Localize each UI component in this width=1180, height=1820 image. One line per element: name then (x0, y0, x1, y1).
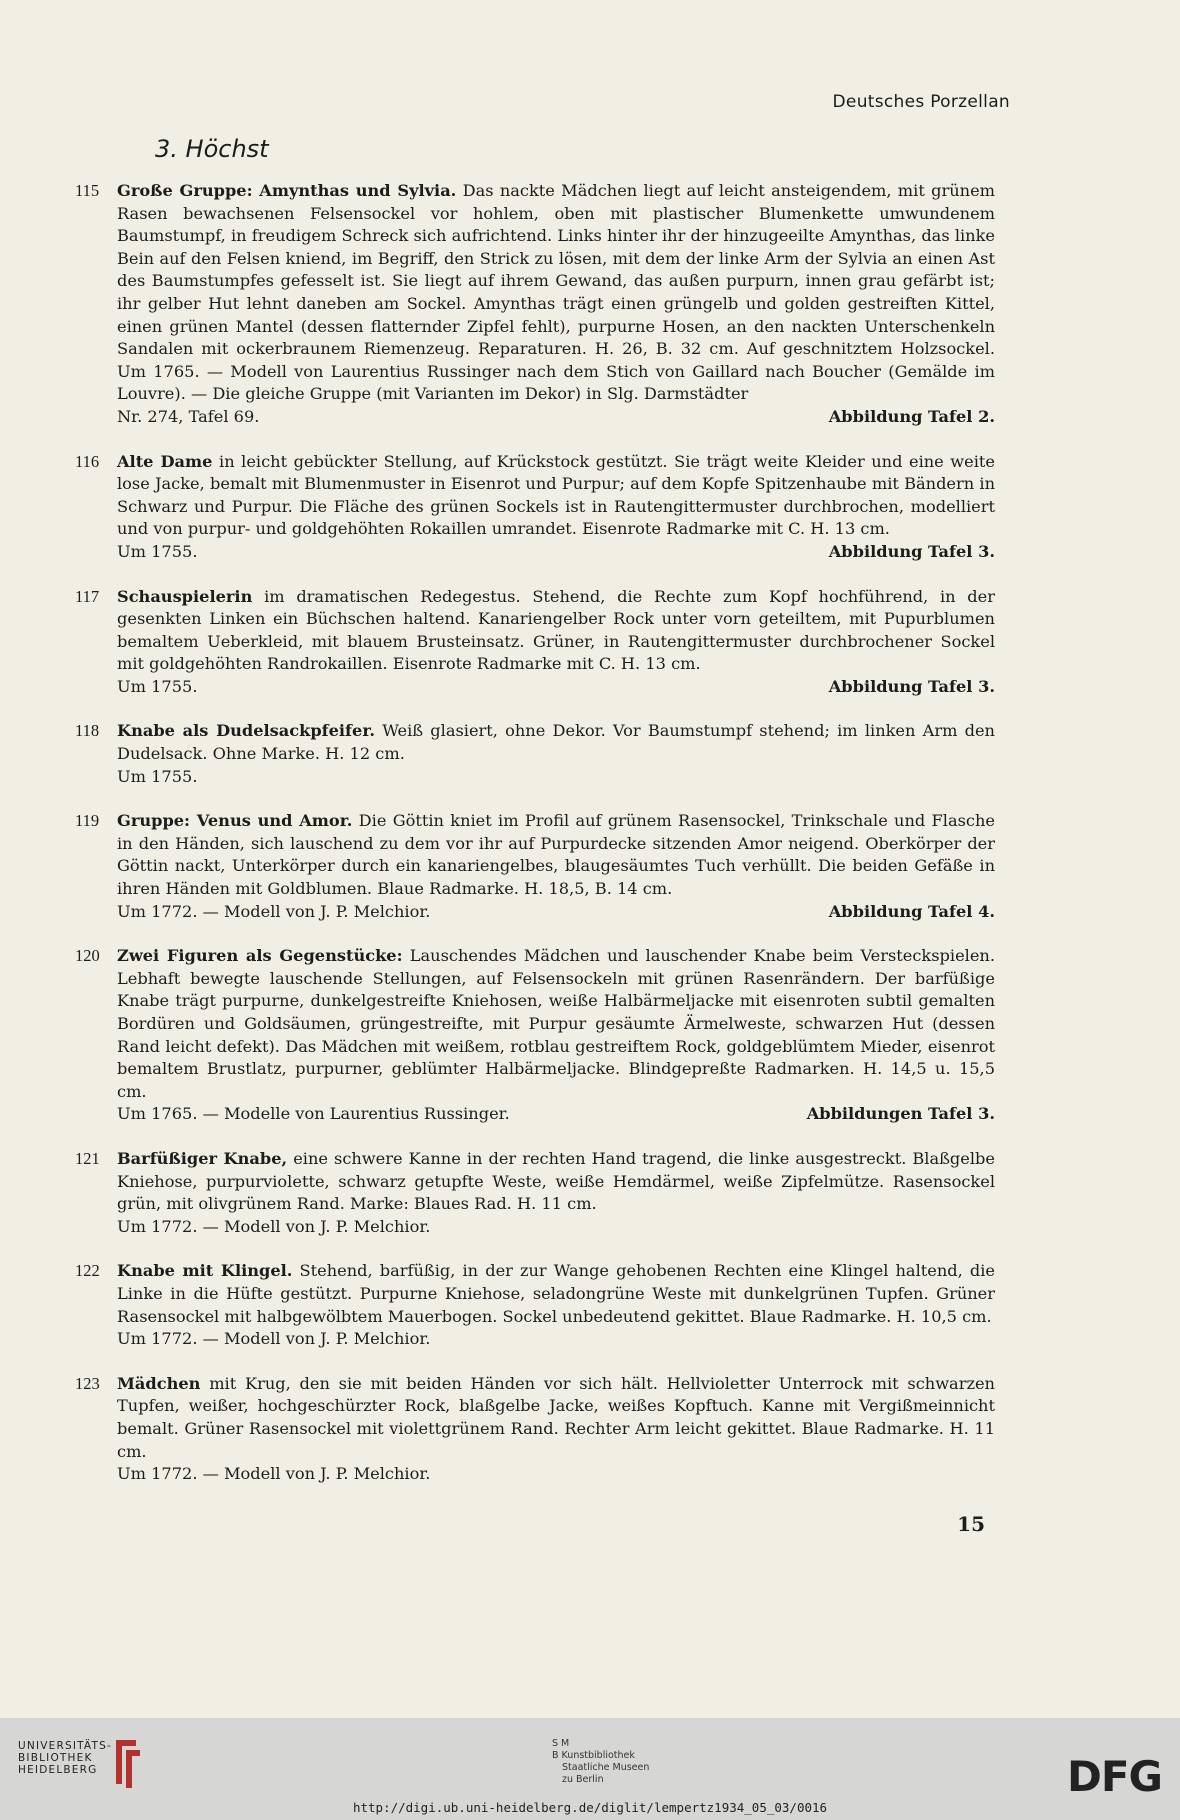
entry-footer (117, 1103, 995, 1126)
entry-date: Um 1772. — Modell von J. P. Melchior. (117, 1216, 431, 1236)
entry-number: 123 (75, 1373, 100, 1393)
entry-date: Um 1755. (117, 766, 198, 786)
entry-title: Knabe mit Klingel. (117, 1261, 293, 1281)
entry-footer (117, 766, 995, 789)
catalog-entry-117 (75, 586, 995, 699)
logo-line: zu Berlin (562, 1774, 604, 1785)
entry-number: 115 (75, 181, 100, 200)
entry-body (117, 586, 995, 699)
entry-title: Barfüßiger Knabe, (117, 1148, 288, 1168)
entry-footer (117, 406, 995, 429)
entry-footer (117, 901, 995, 924)
catalog-entry-122 (75, 1260, 995, 1350)
entry-title: Große Gruppe: Amynthas und Sylvia. (117, 181, 457, 200)
entry-body (117, 1260, 995, 1350)
entry-plate-reference: Abbildungen Tafel 3. (806, 1104, 995, 1124)
catalog-entries (75, 180, 995, 1508)
catalog-entry-119 (75, 810, 995, 923)
entry-footer (117, 1216, 995, 1239)
entry-text: Stehend, barfüßig, in der zur Wange gehobenen Rechten eine Klingel haltend, die Linke in die Hüfte gestützt. Purpurne Kniehose, seladongrüne Weste mit dunkelgrünen Tupfen. Grüner Rasensockel mit halbgewölbtem Mauerbogen. Sockel unbedeutend gekittet. Blaue Radmarke. H. 10,5 cm. (117, 1261, 995, 1326)
entry-plate-reference: Abbildung Tafel 3. (828, 676, 995, 696)
entry-number: 117 (75, 586, 100, 606)
entry-date: Um 1772. — Modell von J. P. Melchior. (117, 901, 431, 921)
entry-date: Um 1765. — Modelle von Laurentius Russinger. (117, 1104, 510, 1124)
catalog-entry-120 (75, 945, 995, 1126)
entry-text: eine schwere Kanne in der rechten Hand tragend, die linke ausgestreckt. Blaßgelbe Kniehose, purpurviolette, schwarz getupfte Weste, weiße Hemdärmel, weiße Zipfelmütze. Rasensockel grün, mit olivgrünem Rand. Marke: Blaues Rad. H. 11 cm. (117, 1148, 995, 1214)
entry-body (117, 720, 995, 788)
entry-number: 118 (75, 721, 100, 741)
running-head: Deutsches Porzellan (832, 92, 1010, 112)
logo-line: UNIVERSITÄTS- (18, 1740, 112, 1752)
entry-title: Mädchen (117, 1373, 201, 1393)
entry-plate-reference: Abbildung Tafel 3. (828, 541, 995, 561)
catalog-entry-115 (75, 180, 995, 429)
entry-date: Um 1755. (117, 541, 198, 561)
entry-text: im dramatischen Redegestus. Stehend, die Rechte zum Kopf hochführend, in der gesenkten Linken ein Büchschen haltend. Kanariengelber Rock unter vorn geteiltem, mit Pupurblumen bemaltem Ueberkleid, mit blauem Brusteinsatz. Grüner, in Rautengittermuster durchbrochener Sockel mit goldgehöhten Randrokaillen. Eisenrote Radmarke mit C. H. 13 cm. (117, 586, 995, 674)
entry-footer (117, 541, 995, 564)
entry-body (117, 1373, 995, 1486)
entry-text: mit Krug, den sie mit beiden Händen vor sich hält. Hellvioletter Unterrock mit schwarzen Tupfen, weißer, hochgeschürzter Rock, blaßgelbe Jacke, weißes Kopftuch. Kanne mit Vergißmeinnicht bemalt. Grüner Rasensockel mit violettgrünem Rand. Rechter Arm leicht gekittet. Blaue Radmarke. H. 11 cm. (117, 1373, 995, 1461)
entry-title: Schauspielerin (117, 586, 253, 606)
page-number: 15 (957, 1512, 985, 1536)
entry-body (117, 1148, 995, 1238)
entry-date: Um 1772. — Modell von J. P. Melchior. (117, 1329, 431, 1349)
logo-line: B Kunstbibliothek (552, 1750, 635, 1761)
catalog-entry-118 (75, 720, 995, 788)
university-library-logo[interactable] (18, 1740, 112, 1776)
logo-line: S M (552, 1738, 570, 1749)
entry-body (117, 180, 995, 429)
entry-footer (117, 676, 995, 699)
entry-number: 122 (75, 1261, 100, 1281)
entry-text: Lauschendes Mädchen und lauschender Knabe beim Versteckspielen. Lebhaft bewegte lauschende Stellungen, auf Felsensockeln mit grünen Rasenrändern. Der barfüßige Knabe trägt purpurne, dunkelgestreifte Kniehosen, weiße Halbärmeljacke mit eisenroten subtil gemalten Bordüren und Goldsäumen, grüngestreifte, mit Purpur gesäumte Ärmelweste, schwarzen Hut (dessen Rand leicht defekt). Das Mädchen mit weißem, rotblau gestreiftem Rock, goldgeblümtem Mieder, eisenrot bemaltem Brustlatz, purpurner, geblümter Halbärmeljacke. Blindgepreßte Radmarken. H. 14,5 u. 15,5 cm. (117, 946, 995, 1101)
entry-title: Gruppe: Venus und Amor. (117, 811, 353, 831)
entry-footer (117, 1463, 995, 1486)
permalink-url[interactable]: http://digi.ub.uni-heidelberg.de/diglit/lempertz1934_05_03/0016 (352, 1800, 828, 1815)
logo-line: Staatliche Museen (562, 1762, 650, 1773)
entry-date: Nr. 274, Tafel 69. (117, 406, 260, 426)
entry-number: 119 (75, 811, 100, 831)
catalog-entry-116 (75, 451, 995, 564)
logo-line: HEIDELBERG (18, 1764, 98, 1776)
entry-body (117, 810, 995, 923)
entry-text: Die Göttin kniet im Profil auf grünem Rasensockel, Trinkschale und Flasche in den Händen, sich lauschend zu dem vor ihr auf Purpurdecke sitzenden Amor neigend. Oberkörper der Göttin nackt, Unterkörper durch ein kanariengelbes, blaugesäumtes Tuch verhüllt. Die beiden Gefäße in ihren Händen mit Goldblumen. Blaue Radmarke. H. 18,5, B. 14 cm. (117, 811, 995, 899)
catalog-entry-123 (75, 1373, 995, 1486)
entry-text: in leicht gebückter Stellung, auf Krückstock gestützt. Sie trägt weite Kleider und eine weite lose Jacke, bemalt mit Blumenmuster in Eisenrot und Purpur; auf dem Kopfe Spitzenhaube mit Bändern in Schwarz und Purpur. Die Fläche des grünen Sockels ist in Rautengittermuster durchbrochen, modelliert und von purpur- und goldgehöhten Rokaillen umrandet. Eisenrote Radmarke mit C. H. 13 cm. (117, 451, 995, 539)
entry-body (117, 945, 995, 1126)
entry-title: Alte Dame (117, 451, 213, 471)
entry-title: Zwei Figuren als Gegenstücke: (117, 946, 403, 966)
entry-date: Um 1772. — Modell von J. P. Melchior. (117, 1464, 431, 1484)
entry-title: Knabe als Dudelsackpfeifer. (117, 721, 375, 741)
section-title: 3. Höchst (155, 135, 269, 163)
dfg-logo[interactable]: DFG (1066, 1752, 1162, 1801)
entry-plate-reference: Abbildung Tafel 4. (828, 901, 995, 921)
entry-text: Weiß glasiert, ohne Dekor. Vor Baumstumpf stehend; im linken Arm den Dudelsack. Ohne Marke. H. 12 cm. (117, 721, 995, 764)
entry-plate-reference: Abbildung Tafel 2. (828, 406, 995, 426)
entry-footer (117, 1328, 995, 1351)
library-emblem-icon (112, 1736, 144, 1792)
catalog-entry-121 (75, 1148, 995, 1238)
museum-library-logo[interactable] (552, 1738, 649, 1786)
entry-number: 120 (75, 946, 100, 966)
entry-text: Das nackte Mädchen liegt auf leicht ansteigendem, mit grünem Rasen bewachsenen Felsensockel vor hohlem, oben mit plastischer Blumenkette umwundenem Baumstumpf, in freudigem Schreck sich aufrichtend. Links hinter ihr der hinzugeeilte Amynthas, das linke Bein auf den Felsen kniend, im Begriff, den Strick zu lösen, mit dem der linke Arm der Sylvia an einen Ast des Baumstumpfes gefesselt ist. Sie liegt auf ihrem Gewand, das außen purpurn, innen grau gefärbt ist; ihr gelber Hut lehnt daneben am Sockel. Amynthas trägt einen grüngelb und golden gestreiften Kittel, einen grünen Mantel (dessen flatternder Zipfel fehlt), purpurne Hosen, an den nackten Unterschenkeln Sandalen mit ockerbraunem Riemenzeug. Reparaturen. H. 26, B. 32 cm. Auf geschnitztem Holzsockel. Um 1765. — Modell von Laurentius Russinger nach dem Stich von Gaillard nach Boucher (Gemälde im Louvre). — Die gleiche Gruppe (mit Varianten im Dekor) in Slg. Darmstädter (117, 181, 995, 404)
entry-body (117, 451, 995, 564)
logo-line: BIBLIOTHEK (18, 1752, 93, 1764)
entry-number: 116 (75, 451, 100, 471)
entry-date: Um 1755. (117, 676, 198, 696)
entry-number: 121 (75, 1148, 100, 1168)
